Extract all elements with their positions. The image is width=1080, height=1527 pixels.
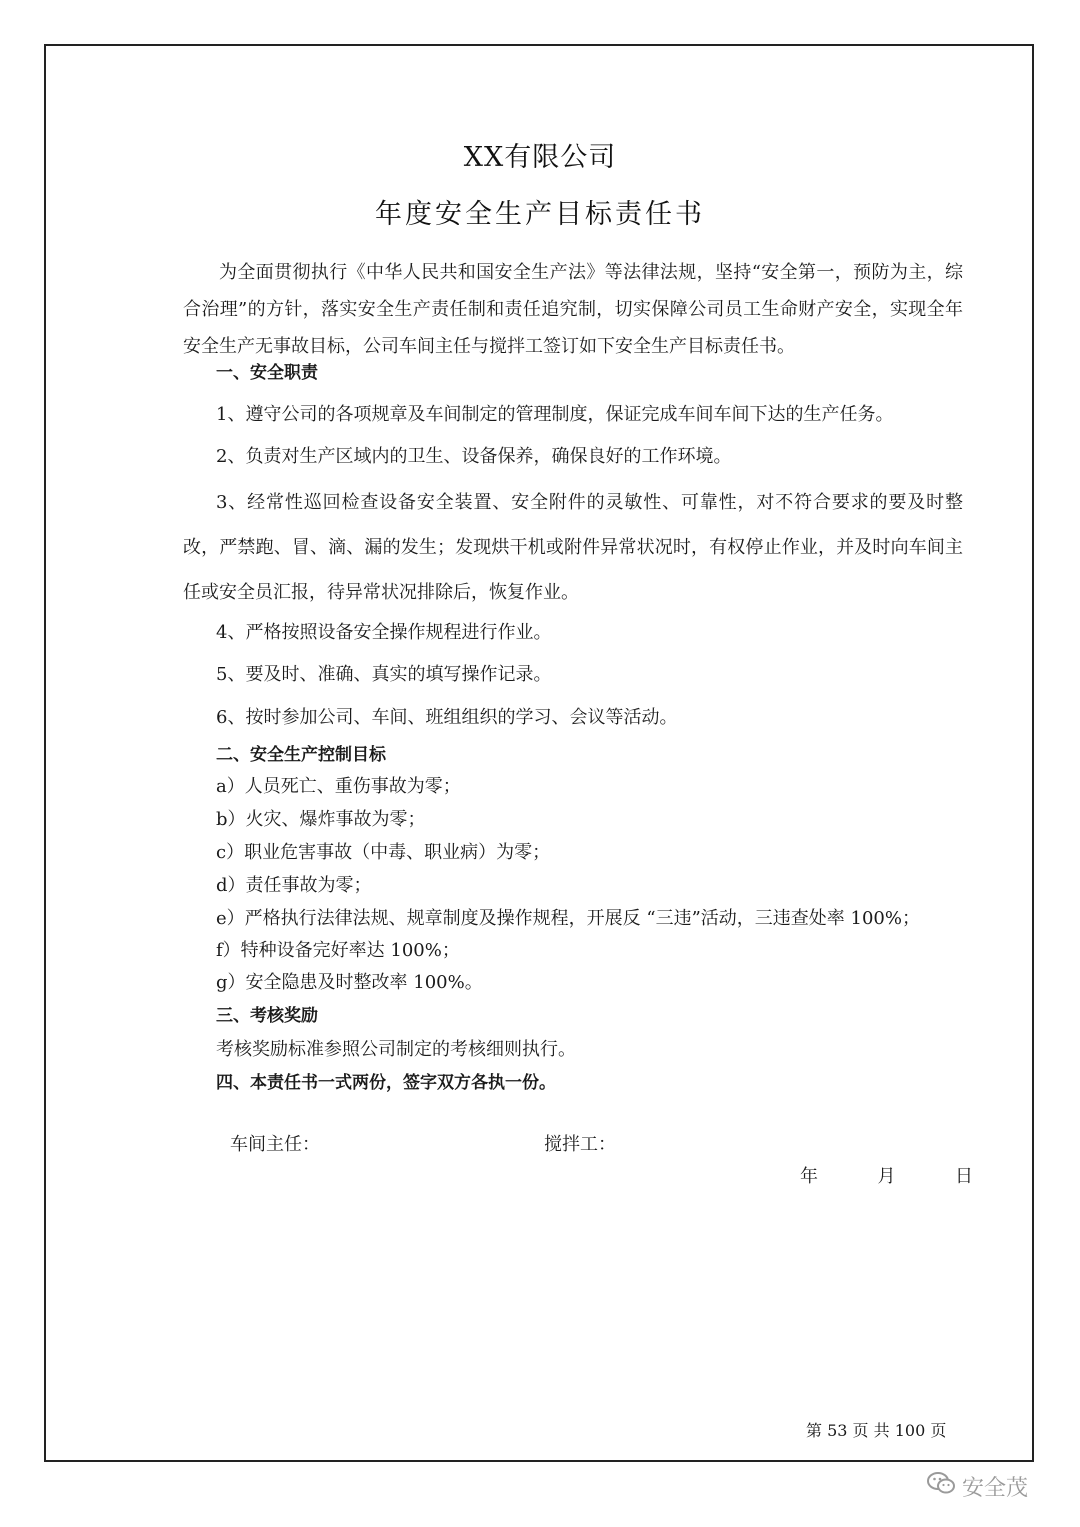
- target-item-f: f）特种设备完好率达 100%；: [216, 940, 460, 961]
- target-item-a: a）人员死亡、重伤事故为零；: [216, 776, 461, 797]
- signature-date: [800, 1162, 973, 1188]
- page-number: 第 53 页 共 100 页: [806, 1421, 947, 1440]
- document-title: 年度安全生产目标责任书: [375, 199, 705, 230]
- section1-heading: 一、安全职责: [216, 363, 318, 383]
- target-item-b: b）火灾、爆炸事故为零；: [216, 809, 426, 830]
- duty-item-3: 3、经常性巡回检查设备安全装置、安全附件的灵敏性、可靠性，对不符合要求的要及时整改，严禁跑、冒、滴、漏的发生；发现烘干机或附件异常状况时，有权停止作业，并及时向车间主任或安全员汇报，待异常状况排除后，恢复作业。: [183, 492, 963, 603]
- watermark-text: 安全茂: [962, 1475, 1029, 1501]
- duty-item-6: 6、按时参加公司、车间、班组组织的学习、会议等活动。: [216, 707, 678, 728]
- section4-heading: 四、本责任书一式两份，签字双方各执一份。: [216, 1073, 556, 1093]
- date-year: 年: [800, 1166, 818, 1187]
- intro-paragraph: 为全面贯彻执行《中华人民共和国安全生产法》等法律法规，坚持“安全第一，预防为主，综合治理”的方针，落实安全生产责任制和责任追究制，切实保障公司员工生命财产安全，实现全年安全生产无事故目标，公司车间主任与搅拌工签订如下安全生产目标责任书。: [183, 262, 963, 357]
- duty-item-5: 5、要及时、准确、真实的填写操作记录。: [216, 664, 552, 685]
- target-item-e: e）严格执行法律法规、规章制度及操作规程，开展反 “三违”活动，三违查处率 100%；: [216, 908, 920, 929]
- section3-heading: 三、考核奖励: [216, 1006, 318, 1026]
- date-month: 月: [877, 1166, 896, 1187]
- duty-item-1: 1、遵守公司的各项规章及车间制定的管理制度，保证完成车间车间下达的生产任务。: [216, 404, 894, 425]
- date-day: 日: [954, 1166, 973, 1187]
- watermark: [926, 1470, 1028, 1502]
- section3-text: 考核奖励标准参照公司制定的考核细则执行。: [216, 1039, 576, 1060]
- duty-item-2: 2、负责对生产区域内的卫生、设备保养，确保良好的工作环境。: [216, 446, 732, 467]
- wechat-icon: [926, 1470, 956, 1502]
- target-item-d: d）责任事故为零；: [216, 875, 372, 896]
- duty-item-4: 4、严格按照设备安全操作规程进行作业。: [216, 622, 552, 643]
- section2-heading: 二、安全生产控制目标: [216, 745, 386, 765]
- target-item-c: c）职业危害事故（中毒、职业病）为零；: [216, 842, 551, 863]
- signature-workshop-director: 车间主任：: [230, 1134, 320, 1155]
- target-item-g: g）安全隐患及时整改率 100%。: [216, 972, 483, 993]
- company-name: XX有限公司: [463, 142, 617, 173]
- signature-mixer-operator: 搅拌工：: [544, 1134, 616, 1155]
